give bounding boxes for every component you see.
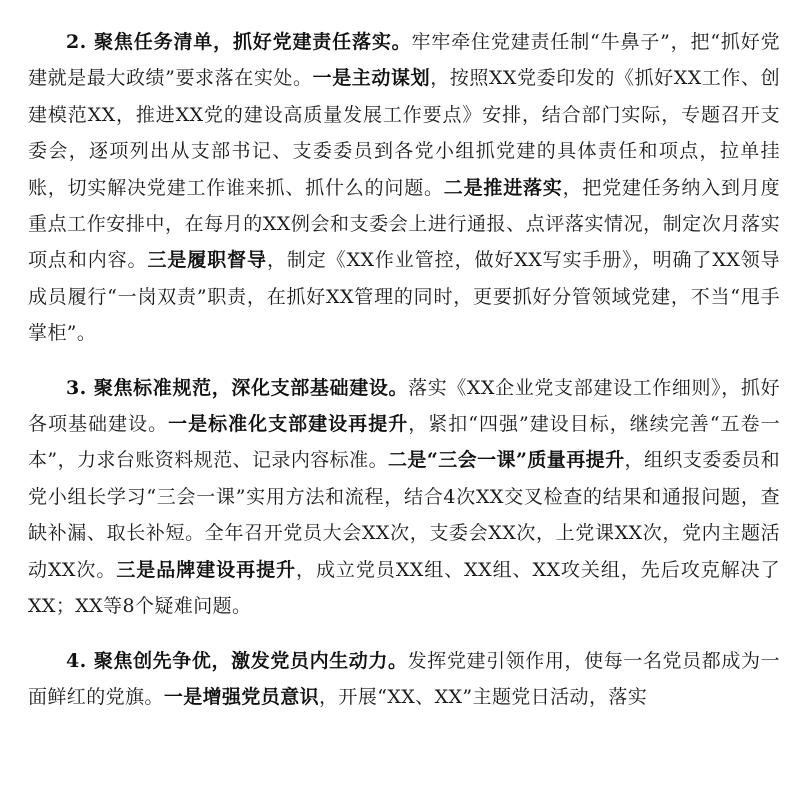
section-3-point-1-title: 一是标准化支部建设再提升 bbox=[168, 413, 409, 436]
section-2-point-1-title: 一是主动谋划 bbox=[312, 67, 431, 90]
section-3-point-2-text: ，组织支委委员和党小组长学习“三会一课”实用方法和流程，结合4次XX交叉检查的结果和通报问题，查缺补漏、取长补短。全年召开党员大会XX次，支委会XX次，上党课XX次，党内主题活动XX次。 bbox=[28, 449, 780, 581]
section-3-point-3-text: ，成立党员XX组、XX组、XX攻关组，先后攻克解决了XX；XX等8个疑难问题。 bbox=[28, 558, 780, 618]
section-2-heading: 2. 聚焦任务清单，抓好党建责任落实。 bbox=[66, 31, 412, 53]
section-4-heading: 4. 聚焦创先争优，激发党员内生动力。 bbox=[66, 649, 408, 672]
document-body bbox=[28, 24, 780, 733]
section-2-point-1-text: ，按照XX党委印发的《抓好XX工作、创建模范XX，推进XX党的建设高质量发展工作要点》安排，结合部门实际，专题召开支委会，逐项列出从支部书记、支委委员到各党小组抓党建的具体责任和项点，拉单挂账，切实解决党建工作谁来抓、抓什么的问题。 bbox=[28, 67, 780, 199]
section-3-point-1-text: ，紧扣“四强”建设目标，继续完善“五卷一本”，力求台账资料规范、记录内容标准。 bbox=[28, 413, 780, 472]
section-4-paragraph bbox=[28, 643, 780, 716]
section-2-point-3-title: 三是履职督导 bbox=[147, 249, 267, 272]
section-2-point-2-title: 二是推进落实 bbox=[443, 176, 563, 199]
section-4-intro: 发挥党建引领作用，使每一名党员都成为一面鲜红的党旗。 bbox=[28, 649, 780, 708]
section-3-heading: 3. 聚焦标准规范，深化支部基础建设。 bbox=[66, 376, 409, 399]
section-4-point-1-title: 一是增强党员意识 bbox=[163, 685, 320, 708]
section-3-intro: 落实《XX企业党支部建设工作细则》，抓好各项基础建设。 bbox=[28, 376, 780, 436]
section-3-point-3-title: 三是品牌建设再提升 bbox=[116, 558, 296, 581]
section-2-point-3-text: ，制定《XX作业管控，做好XX写实手册》，明确了XX领导成员履行“一岗双责”职责，在抓好XX管理的同时，更要抓好分管领域党建，不当“甩手掌柜”。 bbox=[28, 249, 781, 345]
section-3-paragraph bbox=[28, 370, 780, 625]
section-2-paragraph bbox=[28, 24, 780, 352]
section-2-intro: 牢牢牵住党建责任制“牛鼻子”，把“抓好党建就是最大政绩”要求落在实处。 bbox=[28, 31, 780, 90]
section-2-point-2-text: ，把党建任务纳入到月度重点工作安排中，在每月的XX例会和支委会上进行通报、点评落实情况，制定次月落实项点和内容。 bbox=[28, 176, 781, 272]
section-3-point-2-title: 二是“三会一课”质量再提升 bbox=[388, 449, 625, 472]
section-4-point-1-text: ，开展“XX、XX”主题党日活动，落实 bbox=[319, 685, 648, 708]
